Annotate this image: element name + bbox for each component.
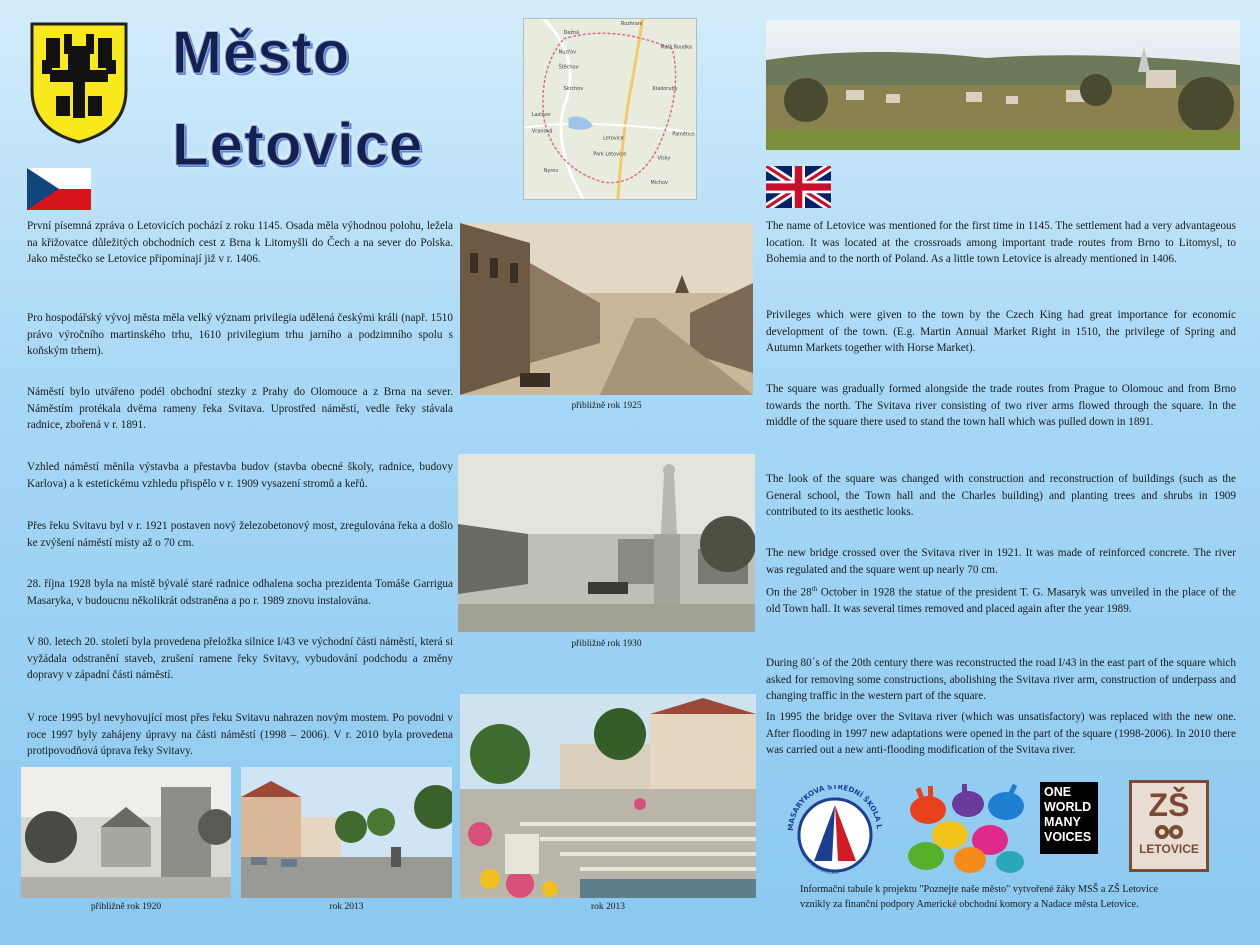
map-label: Park Letovice: [593, 151, 627, 158]
footer-line-1: Informační tabule k projektu "Poznejte naše město" vytvořené žáky MSŠ a ZŠ Letovice: [800, 884, 1158, 895]
zs-symbol: [1132, 823, 1206, 841]
owmv-line: ONE: [1044, 785, 1072, 799]
caption-1920: přibližně rok 1920: [90, 902, 162, 912]
map-label: Vranová: [531, 128, 553, 135]
historic-photo-1925: [460, 223, 753, 395]
zs-letovice-logo: [1129, 780, 1209, 872]
caption-1930: přibližně rok 1930: [571, 639, 642, 649]
en-paragraph: The look of the square was changed with construction and reconstruction of buildings (such as the General school, the Town hall and the Charles building) and planting trees and shrubs in 1909 contributed to its aesthetic looks.: [766, 473, 1236, 519]
owmv-line: VOICES: [1044, 830, 1092, 844]
hands-logo: [898, 780, 1036, 876]
historic-photo-1930: [458, 454, 755, 632]
map-label: Nyrov: [543, 168, 559, 175]
en-paragraph: The square was gradually formed alongside the trade routes from Prague to Olomouc and from Brno towards the north. The Svitava river consisting of two river arms flowed through the square. In the middle of the square there used to stand the town hall which was pulled down in 1891.: [766, 383, 1236, 429]
map-label: Skrchov: [563, 86, 584, 93]
coat-of-arms: [28, 20, 130, 146]
map-label: Vísky: [657, 155, 671, 162]
en-paragraph: Privileges which were given to the town by the Czech King had great importance for economic development of the town. (E.g. Martin Annual Market Right in 1510, the privilege of Spring and Autumn Markets together with Horse Market).: [766, 309, 1236, 355]
owmv-line: WORLD: [1044, 800, 1092, 814]
cz-paragraph: 28. října 1928 byla na místě bývalé staré radnice odhalena socha prezidenta Tomáše Garrigua Masaryka, v budoucnu několikrát odstraněna a po r. 1989 znovu instalována.: [27, 578, 453, 607]
map-label: Letovice: [603, 135, 624, 142]
zs-name: LETOVICE: [1139, 842, 1199, 856]
mss-school-logo: [776, 785, 894, 877]
cz-paragraph: Vzhled náměstí měnila výstavba a přestavba budov (stavba obecné školy, radnice, budovy Karlova) a k estetickému vzhledu přispělo v r. 1909 vysazení stromů a keřů.: [27, 461, 453, 490]
czech-flag: [27, 168, 91, 210]
statue-text-start: On the 28: [766, 586, 812, 599]
title-line-2: Letovice: [172, 111, 424, 178]
uk-flag: [766, 166, 831, 208]
cz-paragraph: V roce 1995 byl nevyhovující most přes řeku Svitavu nahrazen novým mostem. Po povodni v roce 1997 byly zahájeny úpravy na části náměstí (1998 – 2006). V r. 2010 byla provedena protipovodňová úprava řeky Svitavy.: [27, 712, 453, 758]
square-photo-2013-small: [241, 767, 452, 898]
owmv-line: MANY: [1044, 815, 1081, 829]
map-label: Kladoruby: [652, 86, 678, 93]
historic-photo-1920: [21, 767, 231, 898]
en-paragraph: The name of Letovice was mentioned for the first time in 1145. The settlement had a very advantageous location. It was located at the crossroads among important trade routes from Brno to Litomysl, to Bohemia and to the north of Poland. As a little town Letovice is already mentioned in 1406.: [766, 220, 1236, 266]
cz-paragraph: Přes řeku Svitavu byl v r. 1921 postaven nový železobetonový most, zregulována řeka a došlo ke zvýšení náměstí místy až o 70 cm.: [27, 520, 453, 549]
cz-paragraph: Náměstí bylo utvářeno podél obchodní stezky z Prahy do Olomouce a z Brna na sever. Náměstím protékala dvěma rameny řeka Svitava. Uprostřed náměstí, vedle řeky stávala radnice, zbořená v r. 1891.: [27, 386, 453, 432]
mss-ring-text: MASARYKOVA STŘEDNÍ ŠKOLA L: [785, 785, 884, 832]
map-label: Dežná: [563, 29, 580, 36]
cz-paragraph: Pro hospodářský vývoj města měla velký význam privilegia udělená českými králi (např. 1510 právo výročního martinského trhu, 1610 privilegium trhu jarního a podzimního spolu s koňským trhem).: [27, 312, 453, 358]
map-label: Michov: [650, 180, 668, 187]
cz-paragraph: První písemná zpráva o Letovicích pochází z roku 1145. Osada měla výhodnou polohu, ležela na křižovatce důležitých obchodních cest z Brna k Litomyšli do Čech a na sever do Polska. Jako městečko se Letovice připomínají již v r. 1406.: [27, 220, 453, 266]
map-label: Pamětice: [672, 131, 695, 138]
en-paragraph-statue: [766, 581, 1236, 618]
caption-1925: přibližně rok 1925: [571, 401, 642, 411]
one-world-many-voices-logo: [1040, 782, 1098, 854]
en-paragraph: During 80´s of the 20th century there was reconstructed the road I/43 in the east part of the square which asked for removing some constructions, abolishing the Svitava river arm, construction of underpass and changing traffic in the western part of the square.: [766, 657, 1236, 703]
title-line-1: Město: [172, 19, 351, 86]
square-photo-2013-large: [460, 694, 756, 898]
footer-line-2: vznikly za finanční podpory Americké obchodní komory a Nadace města Letovice.: [800, 899, 1139, 910]
caption-2013-large: rok 2013: [590, 902, 626, 912]
mss-bottom-text: PŘÍSPĚVKOVÁ ORGANIZACE: [798, 847, 839, 876]
map-label: Nuzřav: [558, 49, 577, 56]
map-label: Rozhraní: [620, 20, 643, 27]
caption-2013-small: rok 2013: [329, 902, 364, 912]
panorama-photo: [766, 20, 1240, 150]
statue-ordinal: th: [811, 585, 818, 593]
en-paragraph: The new bridge crossed over the Svitava river in 1921. It was made of reinforced concrete. The river was regulated and the square went up nearly 70 cm.: [766, 547, 1236, 576]
map-label: Lazinov: [531, 111, 551, 118]
cz-paragraph: V 80. letech 20. století byla provedena přeložka silnice I/43 ve východní části náměstí, která si vyžádala odstranění staveb, zrušení ramene řeky Svitavy, vybudování podchodu a změny dopravy v západní části náměstí.: [27, 636, 453, 682]
map-label: Malá Roudka: [660, 44, 692, 51]
town-map: [523, 18, 697, 200]
en-paragraph: In 1995 the bridge over the Svitava river (which was unsatisfactory) was replaced with the new one. After flooding in 1997 new adaptations were opened in the part of the square (1998-2006). In 2010 there was carried out a new anti-flooding modification of the Svitava river.: [766, 711, 1236, 757]
statue-text-end: October in 1928 the statue of the president T. G. Masaryk was unveiled in the place of the old Town hall. It was several times removed and placed again after the year 1989.: [766, 586, 1236, 616]
map-label: Štěchov: [558, 64, 579, 71]
zs-letters: ZŠ: [1148, 787, 1190, 823]
footer-note: [800, 882, 1240, 912]
